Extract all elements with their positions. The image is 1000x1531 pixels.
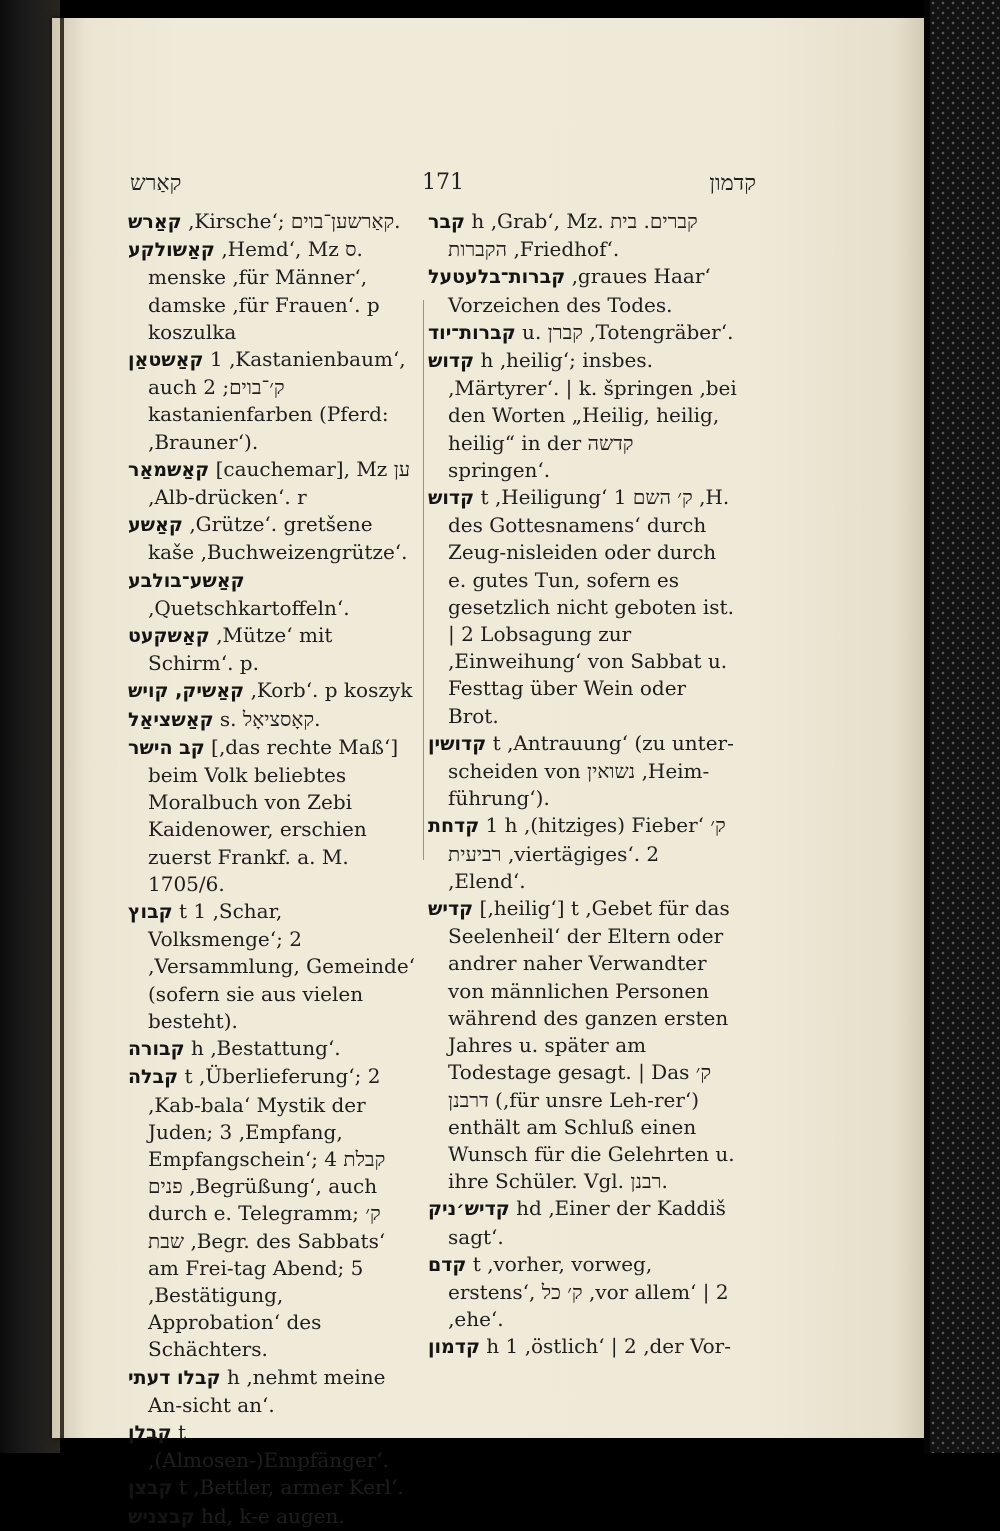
entry-definition: t ‚Überlieferung‘; 2 ‚Kab-bala‘ Mystik der Juden; 3 ‚Empfang, Empfangschein‘; 4 קבלת פנים ‚Begrüßung‘, auch durch e. Telegramm; ק׳ שבת ‚Begr. des Sabbats‘ am Frei-tag Abend; 5 ‚Bestätigung, Approbation‘ des Schächters.: [148, 1064, 386, 1362]
entry-definition: t 1 ‚Schar, Volksmenge‘; 2 ‚Versammlung, Gemeinde‘ (sofern sie aus vielen besteht).: [148, 899, 416, 1033]
dictionary-entry: [428, 319, 738, 347]
dictionary-entry: [128, 1364, 420, 1419]
entry-headword: קדיש: [428, 898, 474, 921]
entry-definition: 1 ‚Kastanienbaum‘, auch ק׳־בוים; 2 kastanienfarben (Pferd: ‚Brauner‘).: [148, 347, 406, 454]
entry-definition: [‚das rechte Maß‘] beim Volk beliebtes Moralbuch von Zebi Kaidenower, erschien zuerst Frankf. a. M. 1705/6.: [148, 734, 399, 896]
left-column: [128, 208, 420, 1531]
entry-definition: t ‚vorher, vorweg, erstens‘, ק׳ כל ‚vor allem‘ | 2 ‚ehe‘.: [448, 1251, 729, 1332]
entry-headword: קדחת: [428, 815, 480, 838]
entry-headword: קבצניש: [128, 1505, 195, 1528]
entry-definition: h ‚nehmt meine An-sicht an‘.: [148, 1364, 386, 1417]
entry-headword: קבלה: [128, 1066, 179, 1089]
entry-definition: h 1 ‚östlich‘ | 2 ‚der Vor-: [479, 1334, 731, 1359]
page-number: 171: [422, 170, 464, 195]
entry-headword: קאַשמאַר: [128, 458, 210, 481]
dictionary-entry: [128, 346, 420, 456]
dictionary-entry: [128, 622, 420, 677]
entry-definition: h ‚Bestattung‘.: [184, 1036, 341, 1061]
dictionary-entry: [128, 898, 420, 1035]
dictionary-entry: [428, 730, 738, 813]
dictionary-entry: [128, 208, 420, 236]
dictionary-entry: [428, 347, 738, 484]
column-rule: [423, 300, 424, 860]
entry-headword: קדושין: [428, 732, 487, 755]
entry-headword: קבוץ: [128, 901, 173, 924]
dictionary-entry: [428, 1195, 738, 1250]
dictionary-entry: [428, 812, 738, 895]
entry-headword: קבלו דעתי: [128, 1366, 221, 1389]
entry-definition: hd, k-e augen.: [194, 1503, 345, 1528]
entry-definition: h ‚Grab‘, Mz. קברים. בית הקברות ‚Friedhof‘.: [448, 209, 698, 262]
dictionary-entry: [128, 236, 420, 346]
entry-definition: t ‚Antrauung‘ (zu unter-scheiden von נשואין ‚Heim-führung‘).: [448, 730, 734, 811]
entry-headword: קאַשקעט: [128, 625, 210, 648]
dictionary-entry: [128, 1474, 420, 1502]
dictionary-entry: [428, 263, 738, 318]
entry-definition: t ‚Heiligung‘ 1 ק׳ השם ‚H. des Gottesnamens‘ durch Zeug-nisleiden oder durch e. gutes Tun, sofern es gesetzlich nicht geboten ist. | 2 Lobsagung zur ‚Einweihung‘ von Sabbat u. Festtag über Wein oder Brot.: [448, 485, 734, 728]
entry-headword: קדוש: [428, 350, 475, 373]
entry-definition: ‚Korb‘. p koszyk: [244, 678, 413, 703]
dictionary-entry: [128, 456, 420, 511]
entry-headword: קאַשע־בולבע: [128, 569, 245, 592]
entry-definition: ‚Hemd‘, Mz ס. menske ‚für Männer‘, damske ‚für Frauen‘. p koszulka: [148, 237, 380, 344]
entry-definition: [cauchemar], Mz ען ‚Alb-drücken‘. r: [148, 456, 411, 510]
running-head: [130, 170, 756, 204]
entry-headword: קדיש׳ניק: [428, 1198, 510, 1221]
entry-headword: קאַשטאַן: [128, 349, 204, 372]
entry-headword: קדם: [428, 1253, 467, 1276]
entry-definition: ‚Grütze‘. gretšene kaše ‚Buchweizengrütze‘.: [148, 512, 408, 565]
entry-headword: קבלן: [128, 1421, 172, 1444]
book-spine-left: [0, 0, 60, 1453]
entry-definition: ‚Mütze‘ mit Schirm‘. p.: [148, 623, 333, 676]
page-gutter: [60, 18, 64, 1438]
dictionary-entry: [128, 1503, 420, 1531]
dictionary-entry: [428, 208, 738, 263]
dictionary-entry: [128, 734, 420, 898]
entry-headword: קאַשע: [128, 514, 183, 537]
entry-definition: hd ‚Einer der Kaddiš sagt‘.: [448, 1196, 726, 1249]
entry-headword: קבר: [428, 211, 466, 233]
dictionary-entry: [428, 484, 738, 730]
dictionary-entry: [128, 567, 420, 622]
entry-headword: קאַשיק, קויש: [128, 680, 245, 703]
entry-headword: קברות־בלעטעל: [428, 266, 566, 289]
entry-definition: 1 h ‚(hitziges) Fieber‘ ק׳ רביעית ‚viertägiges‘. 2 ‚Elend‘.: [448, 813, 726, 893]
entry-definition: ‚Kirsche‘; קאַרשען־בוים.: [181, 209, 401, 233]
entry-definition: [‚heilig‘] t ‚Gebet für das Seelenheil‘ der Eltern oder andrer naher Verwandter von männlichen Personen während des ganzen ersten Jahres u. später am Todestage gesagt. | Das ק׳ דרבנן (‚für unsre Leh-rer‘) enthält am Schluß einen Wunsch für die Gelehrten u. ihre Schüler. Vgl. רבנן.: [448, 896, 735, 1194]
entry-definition: u. קברן ‚Totengräber‘.: [515, 319, 734, 344]
dictionary-entry: [128, 706, 420, 734]
entry-definition: t ‚Bettler, armer Kerl‘.: [172, 1475, 404, 1500]
dictionary-entry: [128, 1035, 420, 1063]
entry-headword: קבצן: [128, 1477, 173, 1500]
entry-headword: קב הישר: [128, 736, 205, 759]
entry-definition: t ‚(Almosen-)Empfänger‘.: [148, 1419, 390, 1473]
dictionary-entry: [428, 1251, 738, 1334]
entry-definition: h ‚heilig‘; insbes. ‚Märtyrer‘. | k. špringen ‚bei den Worten „Heilig, heilig, heilig“ in der קדשה springen‘.: [448, 348, 737, 482]
entry-definition: s. קאָסציאָל.: [213, 706, 321, 731]
running-head-right: קדמון: [709, 171, 756, 196]
entry-headword: קבורה: [128, 1038, 185, 1061]
cover-texture: [930, 0, 1000, 1453]
dictionary-entry: [428, 895, 738, 1195]
dictionary-entry: [128, 1419, 420, 1474]
right-column: [428, 208, 738, 1362]
entry-definition: ‚Quetschkartoffeln‘.: [148, 595, 350, 620]
entry-headword: קאַרש: [128, 211, 182, 233]
dictionary-entry: [128, 1063, 420, 1363]
entry-headword: קדמון: [428, 1336, 480, 1359]
dictionary-entry: [128, 511, 420, 566]
entry-definition: ‚graues Haar‘ Vorzeichen des Todes.: [448, 264, 711, 317]
running-head-left: קאַרש: [130, 171, 182, 196]
dictionary-entry: [428, 1333, 738, 1361]
dictionary-entry: [128, 677, 420, 705]
entry-headword: קברות־יוד: [428, 321, 516, 344]
entry-headword: קדוש: [428, 487, 475, 510]
entry-headword: קאַשציאַל: [128, 708, 214, 731]
entry-headword: קאַשולקע: [128, 239, 215, 262]
